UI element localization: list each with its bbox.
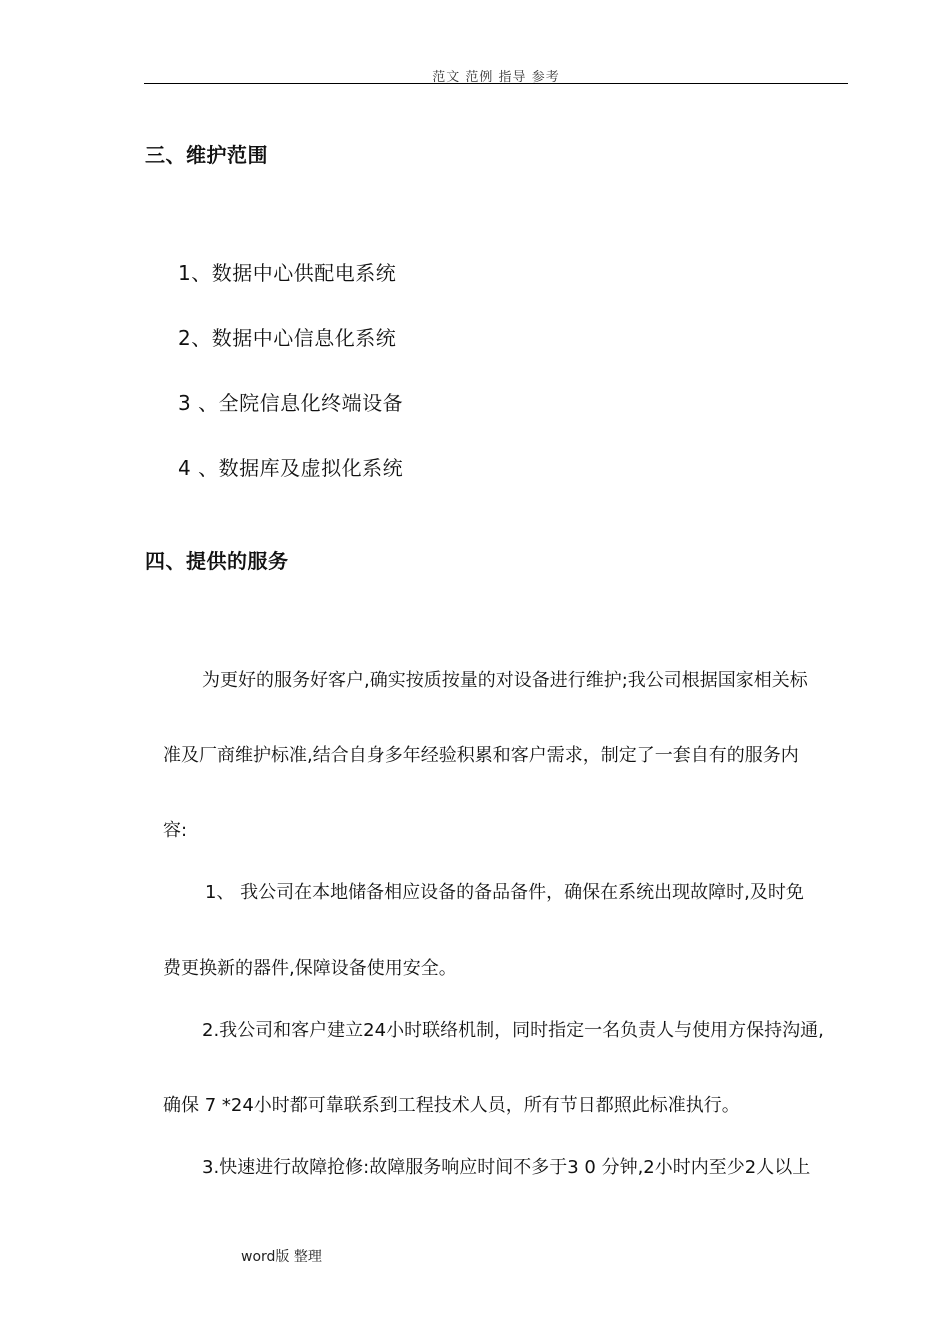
scope-item-2: 2、数据中心信息化系统	[178, 326, 397, 350]
service-item-3-line-1: 3.快速进行故障抢修:故障服务响应时间不多于3 0 分钟,2小时内至少2人以上	[202, 1157, 811, 1178]
intro-line-2: 准及厂商维护标准,结合自身多年经验积累和客户需求，制定了一套自有的服务内	[163, 745, 799, 766]
header-rule	[144, 83, 848, 84]
page-footer: word版 整理	[241, 1249, 322, 1265]
service-item-1-line-2: 费更换新的器件,保障设备使用安全。	[163, 958, 457, 979]
scope-item-4: 4 、数据库及虚拟化系统	[178, 456, 404, 480]
section-heading-services: 四、提供的服务	[145, 549, 289, 573]
scope-item-1: 1、数据中心供配电系统	[178, 261, 397, 285]
scope-item-3: 3 、全院信息化终端设备	[178, 391, 404, 415]
section-heading-scope: 三、维护范围	[145, 143, 268, 167]
service-item-1-line-1: 1、 我公司在本地储备相应设备的备品备件，确保在系统出现故障时,及时免	[205, 882, 804, 903]
service-item-2-line-1: 2.我公司和客户建立24小时联络机制，同时指定一名负责人与使用方保持沟通,	[202, 1020, 824, 1041]
header-text: 范文 范例 指导 参考	[432, 70, 560, 85]
intro-line-3: 容:	[163, 820, 188, 841]
intro-line-1: 为更好的服务好客户,确实按质按量的对设备进行维护;我公司根据国家相关标	[202, 670, 808, 691]
service-item-2-line-2: 确保 7 *24小时都可靠联系到工程技术人员，所有节日都照此标准执行。	[163, 1095, 740, 1116]
